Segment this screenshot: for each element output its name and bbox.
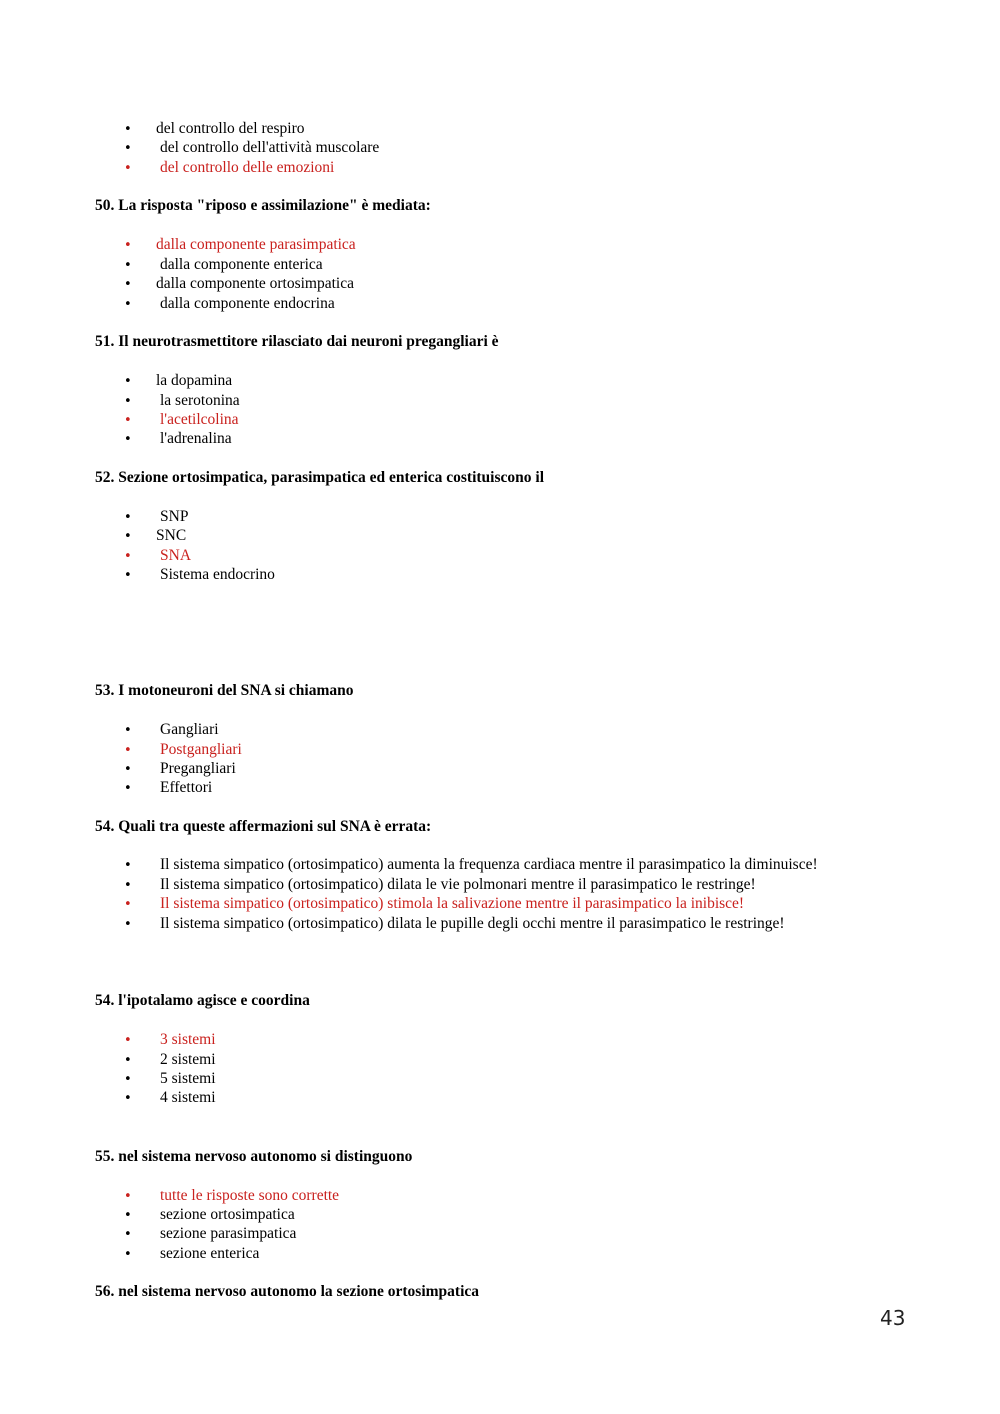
bullet-icon	[124, 139, 156, 157]
question-55-title: 55. nel sistema nervoso autonomo si distinguono	[95, 1148, 413, 1165]
bullet-icon	[124, 120, 156, 138]
bullet-icon	[124, 721, 156, 739]
bullet-icon	[124, 236, 156, 254]
question-51-title: 51. Il neurotrasmettitore rilasciato dai neuroni pregangliari è	[95, 333, 499, 350]
question-54a-title: 54. Quali tra queste affermazioni sul SNA è errata:	[95, 818, 432, 835]
q50-option-2: • dalla componente enterica	[124, 256, 323, 274]
q51-option-4: • l'adrenalina	[124, 430, 232, 448]
q49-option-3-correct: • del controllo delle emozioni	[124, 159, 334, 177]
q54a-option-4: • Il sistema simpatico (ortosimpatico) dilata le pupille degli occhi mentre il parasimpatico le restringe!	[124, 915, 785, 933]
q54b-option-3: • 5 sistemi	[124, 1070, 216, 1088]
q49-option-1: • del controllo del respiro	[124, 120, 305, 138]
bullet-icon	[124, 430, 156, 448]
q54a-option-1: • Il sistema simpatico (ortosimpatico) aumenta la frequenza cardiaca mentre il parasimpatico la diminuisce!	[124, 856, 818, 874]
bullet-icon	[124, 1206, 156, 1224]
q49-option-2: • del controllo dell'attività muscolare	[124, 139, 379, 157]
bullet-icon	[124, 1031, 156, 1049]
bullet-icon	[124, 895, 156, 913]
bullet-icon	[124, 1245, 156, 1263]
bullet-icon	[124, 392, 156, 410]
q52-option-2: • SNC	[124, 527, 186, 545]
bullet-icon	[124, 1070, 156, 1088]
q50-option-4: • dalla componente endocrina	[124, 295, 335, 313]
bullet-icon	[124, 256, 156, 274]
q54a-option-2: • Il sistema simpatico (ortosimpatico) dilata le vie polmonari mentre il parasimpatico le restringe!	[124, 876, 756, 894]
bullet-icon	[124, 295, 156, 313]
bullet-icon	[124, 1089, 156, 1107]
q50-option-3: • dalla componente ortosimpatica	[124, 275, 354, 293]
q53-option-1: • Gangliari	[124, 721, 219, 739]
q54b-option-1-correct: • 3 sistemi	[124, 1031, 216, 1049]
bullet-icon	[124, 275, 156, 293]
bullet-icon	[124, 547, 156, 565]
bullet-icon	[124, 741, 156, 759]
q55-option-3: • sezione parasimpatica	[124, 1225, 296, 1243]
q51-option-1: • la dopamina	[124, 372, 232, 390]
q54b-option-2: • 2 sistemi	[124, 1051, 216, 1069]
bullet-icon	[124, 411, 156, 429]
q55-option-1-correct: • tutte le risposte sono corrette	[124, 1187, 339, 1205]
bullet-icon	[124, 760, 156, 778]
q54a-option-3-correct: • Il sistema simpatico (ortosimpatico) stimola la salivazione mentre il parasimpatico la inibisce!	[124, 895, 744, 913]
q53-option-2-correct: • Postgangliari	[124, 741, 242, 759]
bullet-icon	[124, 876, 156, 894]
q52-option-4: • Sistema endocrino	[124, 566, 275, 584]
question-53-title: 53. I motoneuroni del SNA si chiamano	[95, 682, 354, 699]
bullet-icon	[124, 372, 156, 390]
q53-option-4: • Effettori	[124, 779, 212, 797]
bullet-icon	[124, 527, 156, 545]
q52-option-1: • SNP	[124, 508, 188, 526]
q55-option-2: • sezione ortosimpatica	[124, 1206, 295, 1224]
q51-option-2: • la serotonina	[124, 392, 240, 410]
question-56-title: 56. nel sistema nervoso autonomo la sezione ortosimpatica	[95, 1283, 480, 1300]
q53-option-3: • Pregangliari	[124, 760, 236, 778]
bullet-icon	[124, 1051, 156, 1069]
q52-option-3-correct: • SNA	[124, 547, 191, 565]
q54b-option-4: • 4 sistemi	[124, 1089, 216, 1107]
page-number: 43	[880, 1306, 906, 1330]
bullet-icon	[124, 508, 156, 526]
question-54b-title: 54. l'ipotalamo agisce e coordina	[95, 992, 310, 1009]
q51-option-3-correct: • l'acetilcolina	[124, 411, 239, 429]
bullet-icon	[124, 1187, 156, 1205]
bullet-icon	[124, 1225, 156, 1243]
bullet-icon	[124, 566, 156, 584]
bullet-icon	[124, 915, 156, 933]
bullet-icon	[124, 159, 156, 177]
q50-option-1-correct: • dalla componente parasimpatica	[124, 236, 356, 254]
bullet-icon	[124, 856, 156, 874]
question-50-title: 50. La risposta "riposo e assimilazione" è mediata:	[95, 197, 431, 214]
question-52-title: 52. Sezione ortosimpatica, parasimpatica ed enterica costituiscono il	[95, 469, 545, 486]
bullet-icon	[124, 779, 156, 797]
q55-option-4: • sezione enterica	[124, 1245, 259, 1263]
